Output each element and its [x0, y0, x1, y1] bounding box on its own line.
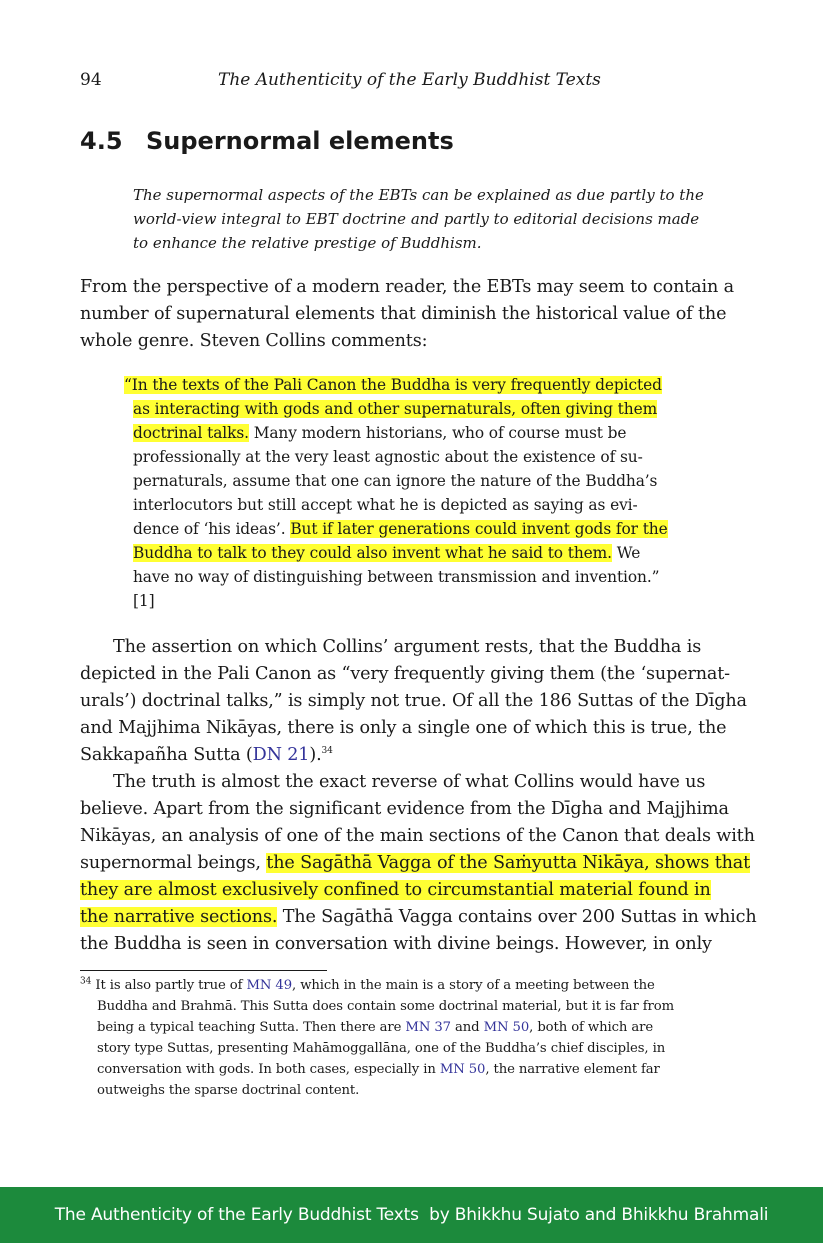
text-line: and Majjhima Nikāyas, there is only a single one of which this is true, the: [80, 718, 727, 738]
abstract: [133, 183, 704, 255]
text: The Sagāthā Vagga contains over 200 Suttas in which: [277, 907, 757, 927]
page-number: 94: [80, 70, 102, 90]
footnote-line: story type Suttas, presenting Mahāmoggallāna, one of the Buddha’s chief disciples, in: [97, 1041, 666, 1056]
text: conversation with gods. In both cases, especially in: [97, 1062, 440, 1077]
abstract-line: to enhance the relative prestige of Buddhism.: [133, 234, 482, 252]
footnote-line: [80, 1017, 702, 1038]
abstract-line: world-view integral to EBT doctrine and partly to editorial decisions made: [133, 210, 700, 228]
highlight: But if later generations could invent gods for the: [290, 520, 668, 538]
text: , both of which are: [529, 1020, 654, 1035]
sutta-link-mn50[interactable]: MN 50: [483, 1020, 530, 1035]
highlight: “In the texts of the Pali Canon the Buddha is very frequently depicted: [124, 376, 662, 394]
footnote-divider: [80, 970, 327, 971]
text: ).: [309, 745, 322, 765]
quote-line: [133, 397, 658, 421]
highlight: the narrative sections.: [80, 907, 278, 927]
text-line: [80, 850, 751, 877]
text: and: [450, 1020, 484, 1035]
text-line: [80, 742, 702, 769]
highlight: they are almost exclusively confined to circumstantial material found in: [80, 880, 711, 900]
text: Sakkapañha Sutta (: [80, 745, 253, 765]
sutta-link-mn37[interactable]: MN 37: [405, 1020, 451, 1035]
banner-text: The Authenticity of the Early Buddhist Texts by Bhikkhu Sujato and Bhikkhu Brahmali: [54, 1205, 769, 1225]
text-line: believe. Apart from the significant evidence from the Dīgha and Majjhima: [80, 799, 729, 819]
block-quote: [124, 373, 668, 613]
intro-paragraph: [80, 274, 734, 355]
text: Many modern historians, who of course must be: [248, 424, 627, 442]
quote-line: pernaturals, assume that one can ignore the nature of the Buddha’s: [133, 472, 658, 490]
highlight: doctrinal talks.: [133, 424, 249, 442]
footnote: [80, 975, 702, 1101]
text: It is also partly true of: [91, 978, 247, 993]
text: supernormal beings,: [80, 853, 267, 873]
sutta-link-mn49[interactable]: MN 49: [246, 978, 293, 993]
footnote-marker: 34: [80, 976, 92, 987]
text: being a typical teaching Sutta. Then there are: [97, 1020, 406, 1035]
abstract-line: The supernormal aspects of the EBTs can be explained as due partly to the: [133, 186, 704, 204]
text-line: Nikāyas, an analysis of one of the main sections of the Canon that deals with: [80, 826, 755, 846]
text: dence of ‘his ideas’.: [133, 520, 291, 538]
footnote-line: [80, 1059, 702, 1080]
quote-line: [133, 541, 653, 565]
text-line: number of supernatural elements that diminish the historical value of the: [80, 304, 727, 324]
text-line: The assertion on which Collins’ argument rests, that the Buddha is: [113, 637, 702, 657]
highlight: as interacting with gods and other supernaturals, often giving them: [133, 400, 658, 418]
highlight: Buddha to talk to they could also invent what he said to them.: [133, 544, 612, 562]
quote-line: have no way of distinguishing between transmission and invention.”: [133, 568, 660, 586]
text: , the narrative element far: [485, 1062, 660, 1077]
highlight: the Sagāthā Vagga of the Saṁyutta Nikāya, shows that: [266, 853, 751, 873]
text: , which in the main is a story of a meeting between the: [292, 978, 655, 993]
running-head: The Authenticity of the Early Buddhist Texts: [218, 70, 601, 90]
section-number: 4.5: [80, 127, 123, 155]
quote-line: [124, 373, 662, 397]
sutta-link-mn50[interactable]: MN 50: [439, 1062, 486, 1077]
text: We: [611, 544, 641, 562]
text-line: [80, 877, 711, 904]
quote-line: [133, 517, 668, 541]
quote-line: professionally at the very least agnostic about the existence of su-: [133, 448, 643, 466]
book-banner: [0, 1187, 823, 1243]
section-title-text: Supernormal elements: [146, 127, 454, 155]
footnote-ref[interactable]: 34: [321, 746, 333, 757]
text-line: From the perspective of a modern reader, the EBTs may seem to contain a: [80, 277, 734, 297]
paragraph-collins-assertion: [80, 634, 747, 769]
text-line: depicted in the Pali Canon as “very frequently giving them (the ‘supernat-: [80, 664, 730, 684]
sutta-link-dn21[interactable]: DN 21: [252, 745, 310, 765]
quote-line: [133, 421, 653, 445]
footnote-line: Buddha and Brahmā. This Sutta does contain some doctrinal material, but it is far from: [97, 999, 674, 1014]
text-line: urals’) doctrinal talks,” is simply not true. Of all the 186 Suttas of the Dīgha: [80, 691, 747, 711]
text-line: the Buddha is seen in conversation with divine beings. However, in only: [80, 934, 712, 954]
text-line: [80, 904, 757, 931]
quote-line: interlocutors but still accept what he is depicted as saying as evi-: [133, 496, 638, 514]
text-line: The truth is almost the exact reverse of what Collins would have us: [113, 772, 706, 792]
text-line: whole genre. Steven Collins comments:: [80, 331, 428, 351]
footnote-line: outweighs the sparse doctrinal content.: [97, 1083, 360, 1098]
section-title: [80, 127, 454, 155]
paragraph-truth: [80, 769, 757, 958]
footnote-line: [80, 975, 702, 996]
citation-ref[interactable]: [1]: [133, 592, 155, 610]
